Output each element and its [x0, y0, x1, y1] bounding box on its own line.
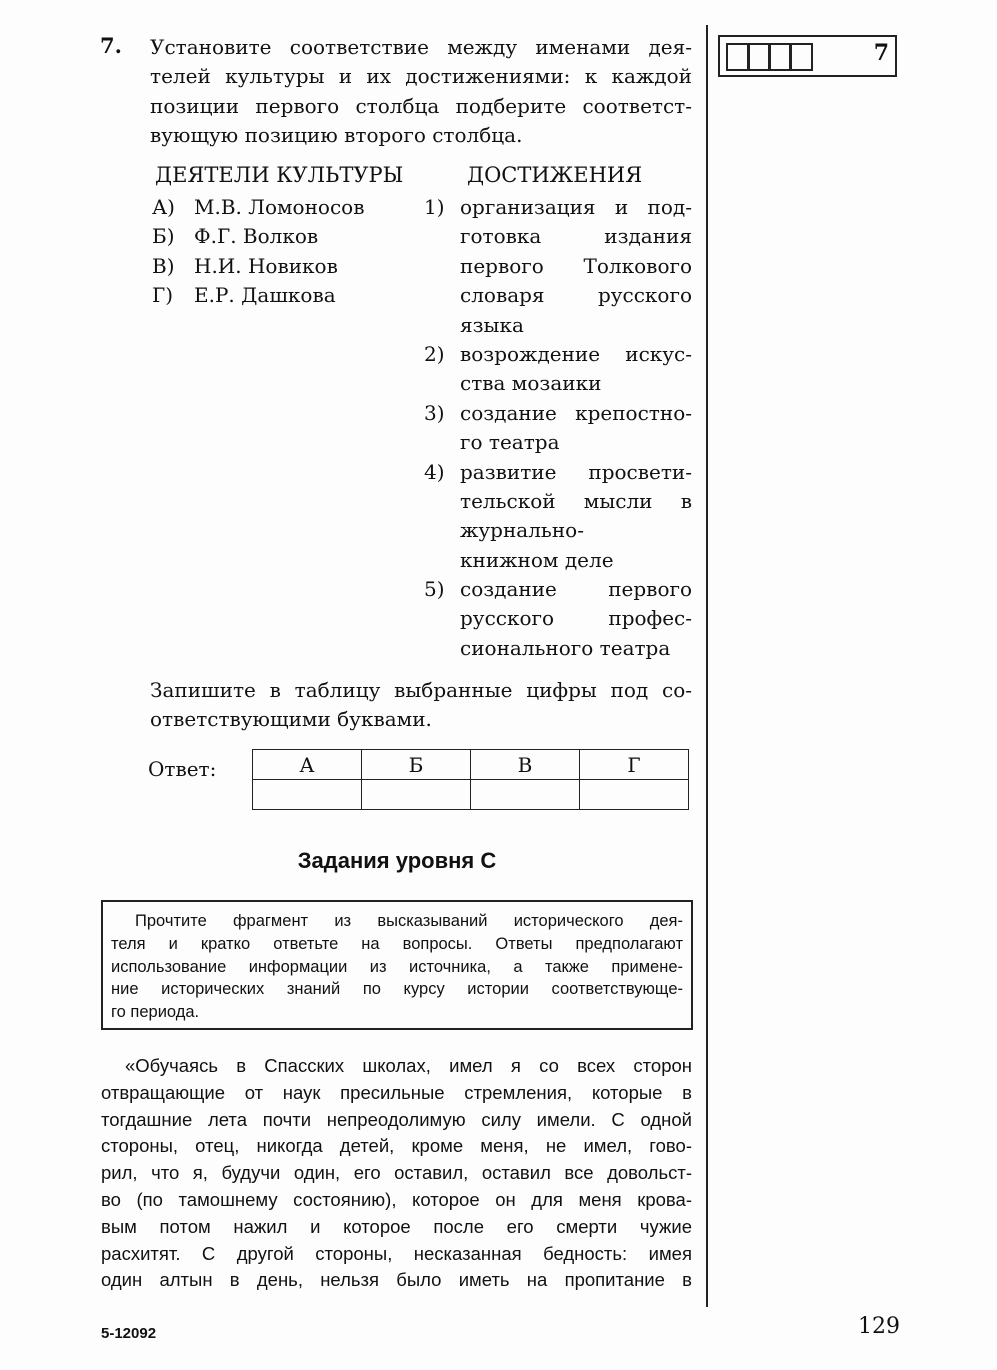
- quote-line: стороны, отец, никогда детей, кроме меня, не имел, гово-: [101, 1135, 692, 1157]
- achievement-line: языка: [460, 312, 524, 337]
- box-line: Прочтите фрагмент из высказываний исторического дея-: [135, 912, 683, 930]
- instruction-line: ответствующими буквами.: [150, 707, 432, 732]
- achievement-line: журнально-: [460, 518, 584, 543]
- margin-divider: [706, 25, 708, 1307]
- column2-header: ДОСТИЖЕНИЯ: [467, 163, 643, 187]
- question-line: Установите соответствие между именами дея-: [150, 35, 692, 59]
- achievement-line: готовка издания: [460, 224, 692, 249]
- column1-header: ДЕЯТЕЛИ КУЛЬТУРЫ: [155, 163, 404, 187]
- achievement-line: сионального театра: [460, 635, 671, 660]
- person-item: [152, 222, 364, 251]
- quote-line: рил, что я, будучи один, его оставил, оставил все довольст-: [101, 1162, 692, 1184]
- question-line: позиции первого столбца подберите соответст-: [150, 93, 692, 118]
- quote-line: во (по тамошнему состоянию), которое он для меня крова-: [101, 1188, 692, 1210]
- source-quote: [101, 1053, 692, 1294]
- person-item: [152, 281, 364, 310]
- page-number: 129: [858, 1314, 900, 1339]
- people-list: [152, 193, 364, 311]
- quote-line: вым потом нажил и которое после его смерти чужие: [101, 1215, 692, 1237]
- achievement-line: словаря русского: [460, 283, 692, 308]
- achievement-line: русского профес-: [460, 606, 692, 631]
- achievement-number: 3): [424, 400, 445, 425]
- answer-cell-b[interactable]: [362, 780, 471, 810]
- person-letter: В): [152, 253, 175, 278]
- achievement-number: 2): [424, 341, 445, 366]
- person-letter: Г): [152, 283, 174, 308]
- instruction-text: [150, 676, 692, 735]
- achievement-item: [424, 458, 692, 576]
- achievement-line: создание первого: [460, 577, 692, 602]
- question-line: телей культуры и их достижениями: к каждой: [150, 64, 692, 89]
- achievement-item: [424, 193, 692, 340]
- achievement-item: [424, 399, 692, 458]
- footer-code: 5-12092: [101, 1325, 157, 1342]
- achievement-line: ства мозаики: [460, 371, 602, 396]
- person-letter: А): [152, 195, 175, 219]
- quote-line: один алтын в день, нельзя было иметь на пропитание в: [101, 1269, 692, 1291]
- achievement-item: [424, 575, 692, 663]
- box-line: ние исторических знаний по курсу истории соответствующе-: [111, 980, 683, 999]
- person-item: [152, 252, 364, 281]
- achievement-number: 1): [424, 195, 445, 219]
- person-letter: Б): [152, 224, 175, 249]
- answer-label: Ответ:: [148, 757, 217, 781]
- person-name: Н.И. Новиков: [194, 253, 338, 278]
- person-name: Е.Р. Дашкова: [194, 283, 336, 308]
- answer-header: Б: [362, 750, 471, 780]
- answer-header: А: [253, 750, 362, 780]
- answer-header: В: [471, 750, 580, 780]
- achievement-number: 5): [424, 577, 445, 602]
- person-name: Ф.Г. Волков: [194, 224, 319, 249]
- achievement-line: тельской мысли в: [460, 488, 692, 513]
- answer-cell-a[interactable]: [253, 780, 362, 810]
- question-text: [150, 33, 692, 151]
- achievement-item: [424, 340, 692, 399]
- box-line: го периода.: [111, 1003, 200, 1022]
- box-line: использование информации из источника, а также примене-: [111, 957, 683, 976]
- question-line: вующую позицию второго столбца.: [150, 123, 523, 148]
- answer-cell-v[interactable]: [471, 780, 580, 810]
- achievement-line: организация и под-: [460, 195, 692, 219]
- person-name: М.В. Ломоносов: [194, 195, 365, 219]
- quote-line: отвращающие от наук пресильные стремления, которые в: [101, 1081, 692, 1103]
- achievement-line: книжном деле: [460, 547, 614, 572]
- answer-table: [252, 749, 689, 810]
- instruction-line: Запишите в таблицу выбранные цифры под со-: [150, 678, 692, 702]
- achievement-number: 4): [424, 459, 445, 484]
- answer-cell-g[interactable]: [580, 780, 689, 810]
- person-item: [152, 193, 364, 222]
- quote-line: тогдашние лета почти непреодолимую силу имели. С одной: [101, 1108, 692, 1130]
- section-instructions-box: [101, 900, 693, 1030]
- achievement-line: го театра: [460, 430, 560, 455]
- achievement-line: развитие просвети-: [460, 459, 692, 484]
- quote-line: расхитят. С другой стороны, несказанная бедность: имея: [101, 1242, 692, 1264]
- achievement-line: возрождение искус-: [460, 341, 692, 366]
- answer-header: Г: [580, 750, 689, 780]
- score-cell: [789, 43, 813, 71]
- achievements-list: [424, 193, 692, 663]
- section-title: Задания уровня С: [297, 848, 497, 873]
- achievement-line: создание крепостно-: [460, 400, 692, 425]
- box-line: теля и кратко ответьте на вопросы. Ответы предполагают: [111, 934, 683, 953]
- task-number: 7.: [100, 33, 122, 58]
- score-number: 7: [873, 40, 889, 66]
- achievement-line: первого Толкового: [460, 253, 692, 278]
- quote-line: «Обучаясь в Спасских школах, имел я со всех сторон: [125, 1055, 692, 1076]
- score-box: [718, 35, 897, 77]
